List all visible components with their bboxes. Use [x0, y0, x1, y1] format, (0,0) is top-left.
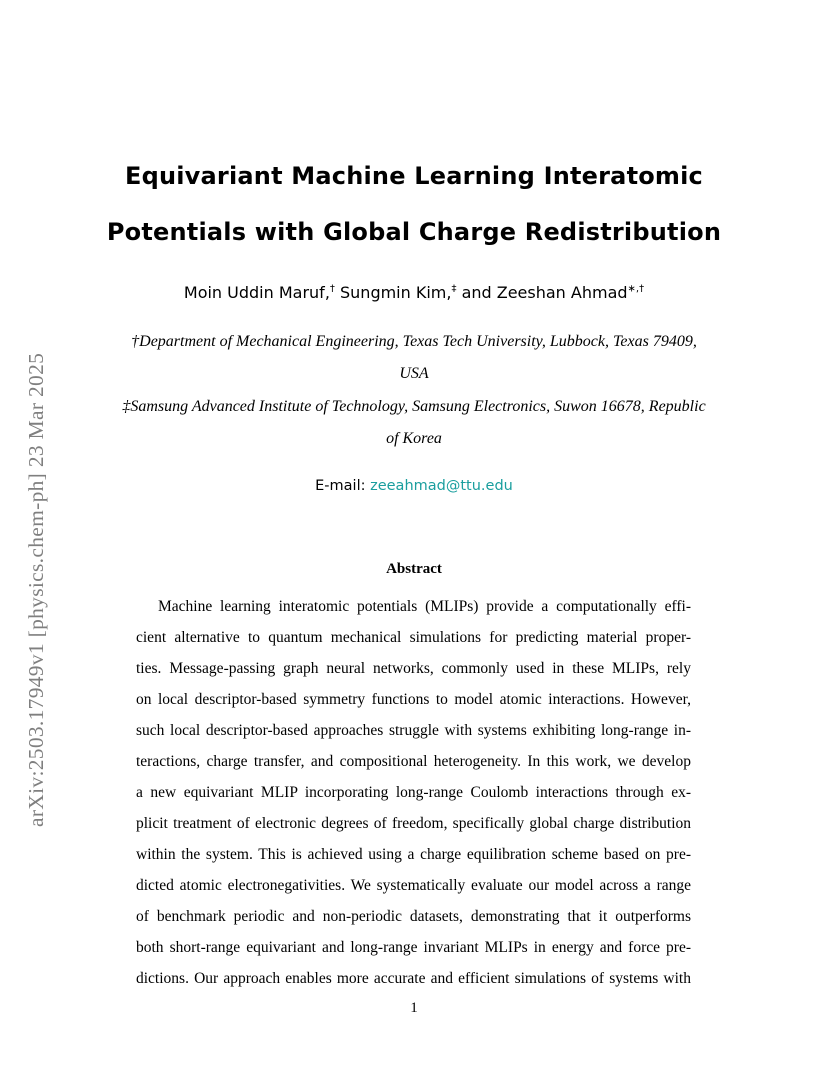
- affiliation-1: [0, 326, 828, 390]
- abstract-line: both short-range equivariant and long-range invariant MLIPs in energy and force pre-: [136, 939, 691, 956]
- author-2-mark: ‡: [451, 283, 457, 295]
- paper-title: [0, 148, 828, 260]
- affiliation-2-line-1: ‡Samsung Advanced Institute of Technology, Samsung Electronics, Suwon 16678, Republic: [122, 398, 706, 415]
- page-number: 1: [410, 1000, 418, 1016]
- abstract-line: on local descriptor-based symmetry functions to model atomic interactions. However,: [136, 691, 691, 708]
- abstract-line: cient alternative to quantum mechanical simulations for predicting material proper-: [136, 629, 691, 646]
- author-2: Sungmin Kim,: [340, 283, 452, 302]
- author-3-mark: ∗,†: [627, 283, 645, 295]
- title-line-1: Equivariant Machine Learning Interatomic: [125, 162, 703, 190]
- arxiv-sidebar: [22, 233, 52, 827]
- affiliation-1-line-2: USA: [399, 365, 429, 382]
- abstract-line: within the system. This is achieved using a charge equilibration scheme based on pre-: [136, 846, 691, 863]
- arxiv-identifier: arXiv:2503.17949v1 [physics.chem-ph] 23 Mar 2025: [24, 352, 48, 827]
- affiliation-2: [0, 391, 828, 455]
- abstract-line: Machine learning interatomic potentials (MLIPs) provide a computationally effi-: [158, 598, 691, 615]
- author-list: [0, 283, 828, 302]
- abstract-body: [136, 591, 691, 994]
- abstract-line: dicted atomic electronegativities. We systematically evaluate our model across a range: [136, 877, 691, 894]
- abstract-line: such local descriptor-based approaches struggle with systems exhibiting long-range in-: [136, 722, 691, 739]
- abstract-line: ties. Message-passing graph neural networks, commonly used in these MLIPs, rely: [136, 660, 691, 677]
- author-3: and Zeeshan Ahmad: [461, 283, 628, 302]
- abstract-line: a new equivariant MLIP incorporating long-range Coulomb interactions through ex-: [136, 784, 691, 801]
- contact-email: [0, 478, 828, 494]
- abstract-line: of benchmark periodic and non-periodic datasets, demonstrating that it outperforms: [136, 908, 691, 925]
- title-line-2: Potentials with Global Charge Redistribution: [106, 218, 722, 246]
- email-label: E-mail:: [315, 478, 366, 494]
- abstract-line: plicit treatment of electronic degrees of freedom, specifically global charge distribution: [136, 815, 691, 832]
- abstract-line: dictions. Our approach enables more accurate and efficient simulations of systems with: [136, 970, 691, 987]
- author-1: Moin Uddin Maruf,: [183, 283, 330, 302]
- abstract-line: teractions, charge transfer, and compositional heterogeneity. In this work, we develop: [136, 753, 691, 770]
- abstract-heading: Abstract: [386, 561, 442, 577]
- affiliation-1-line-1: †Department of Mechanical Engineering, Texas Tech University, Lubbock, Texas 79409,: [131, 333, 697, 350]
- email-link[interactable]: zeeahmad@ttu.edu: [370, 478, 513, 494]
- affiliation-2-line-2: of Korea: [386, 430, 442, 447]
- author-1-mark: †: [329, 283, 335, 295]
